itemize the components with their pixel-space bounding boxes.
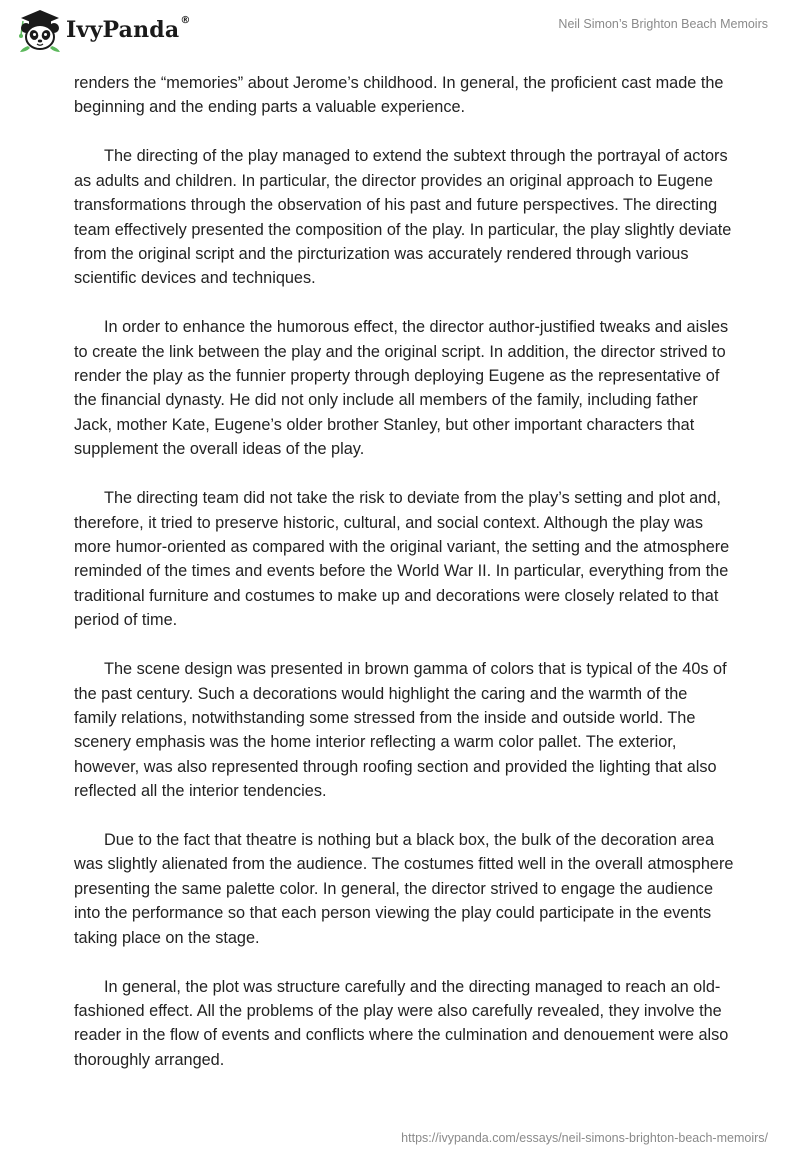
paragraph: The directing team did not take the risk to deviate from the play’s setting and plot and, therefore, it tried to preserve historic, cultural, and social context. Although the play was more humor-oriented as compared with the original variant, the setting and the atmosphere reminded of the times and events before the World War II. In particular, everything from the traditional furniture and costumes to make up and decorations were closely related to that period of time.	[74, 489, 730, 630]
paragraph: The scene design was presented in brown gamma of colors that is typical of the 40s of the past century. Such a decorations would highlight the caring and the warmth of the family relations, notwithstanding some stressed from the inside and outside world. The scenery emphasis was the home interior reflecting a warm color pallet. The exterior, however, was also represented through roofing section and provided the lighting that also reflected all the interior tendencies.	[74, 660, 727, 801]
page-header	[0, 0, 800, 60]
document-title: Neil Simon’s Brighton Beach Memoirs	[558, 17, 768, 31]
paragraph-continued: renders the “memories” about Jerome’s childhood. In general, the proficient cast made the beginning and the ending parts a valuable experience.	[74, 74, 724, 117]
logo-wordmark: IvyPanda	[66, 17, 180, 43]
paragraph: The directing of the play managed to extend the subtext through the portrayal of actors as adults and children. In particular, the director provides an original approach to Eugene transformations through the observation of his past and future perspectives. The directing team effectively presented the composition of the play. In particular, the play slightly deviate from the original script and the pircturization was accurately rendered through various scientific devices and techniques.	[74, 147, 732, 288]
paragraph: In order to enhance the humorous effect, the director author-justified tweaks and aisles to create the link between the play and the original script. In addition, the director strived to render the play as the funnier property through deploying Eugene as the representative of the financial dynasty. He did not only include all members of the family, including father Jack, mother Kate, Eugene’s older brother Stanley, but other important characters that supplement the overall ideas of the play.	[74, 318, 729, 459]
paragraph: In general, the plot was structure carefully and the directing managed to reach an old-fashioned effect. All the problems of the play were also carefully revealed, they involve the reader in the flow of events and conflicts where the culmination and denouement were also thoroughly arranged.	[74, 977, 729, 1069]
registered-mark: ®	[180, 14, 191, 26]
essay-body	[74, 71, 734, 1097]
ivypanda-logo[interactable]	[14, 8, 190, 52]
panda-graduation-cap-icon	[14, 8, 62, 52]
paragraph: Due to the fact that theatre is nothing but a black box, the bulk of the decoration area was slightly alienated from the audience. The costumes fitted well in the overall atmosphere presenting the same palette color. In general, the director strived to engage the audience into the performance so that each person viewing the play could participate in the events taking place on the stage.	[74, 831, 734, 947]
source-url-link[interactable]: https://ivypanda.com/essays/neil-simons-brighton-beach-memoirs/	[401, 1131, 768, 1145]
